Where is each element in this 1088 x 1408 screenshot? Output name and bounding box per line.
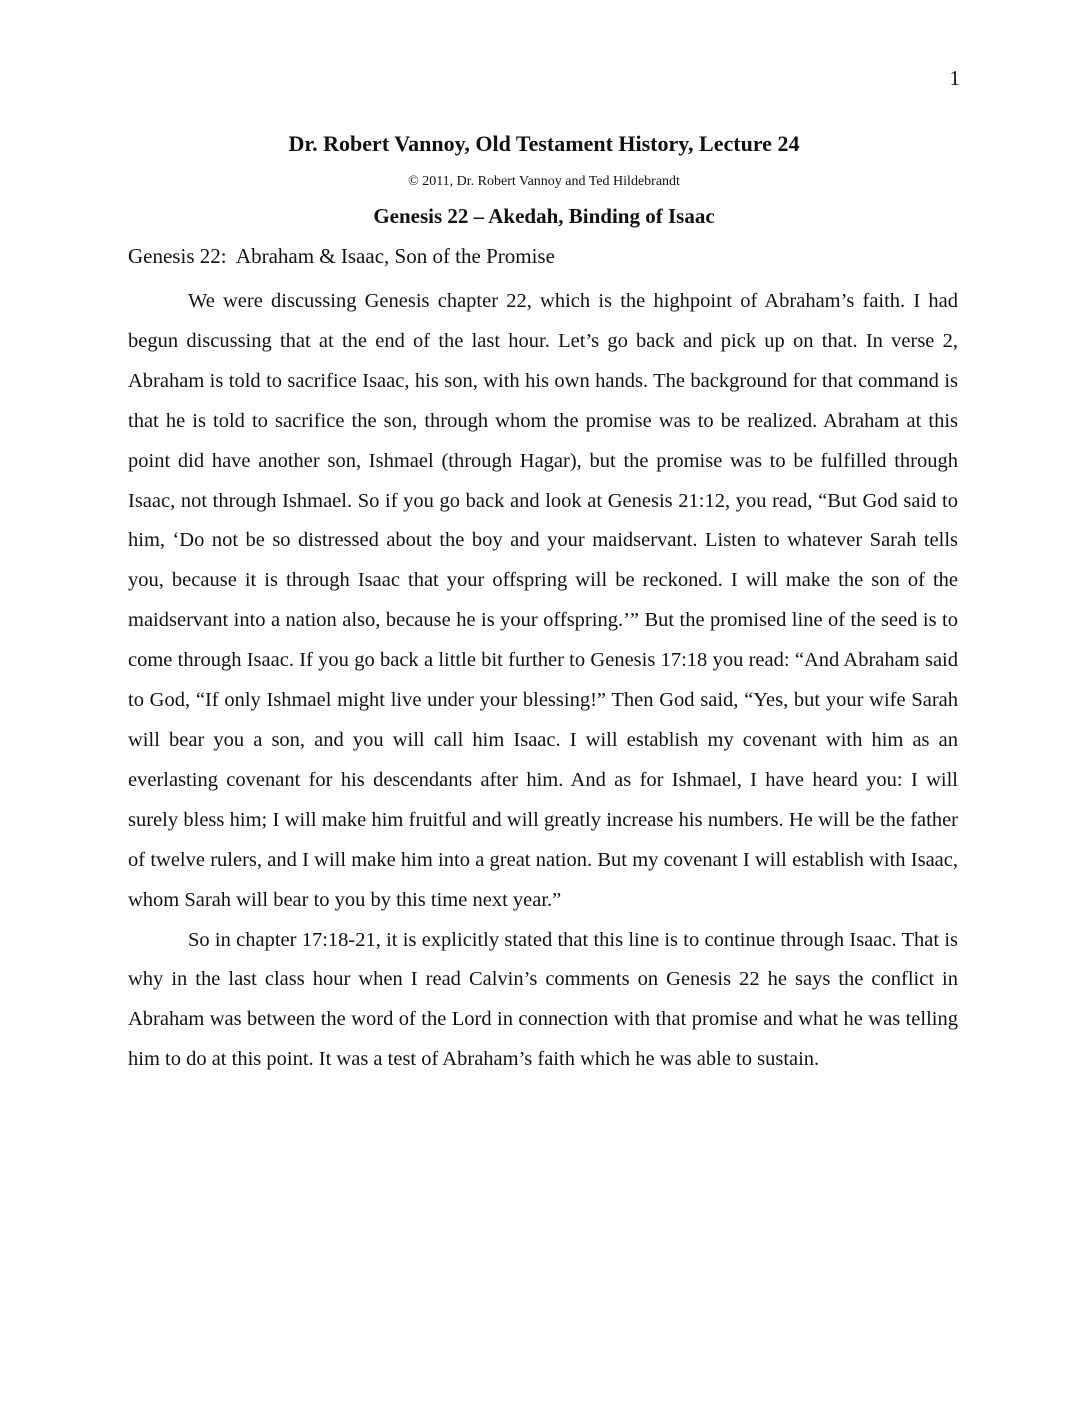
lecture-subtitle: Genesis 22 – Akedah, Binding of Isaac bbox=[373, 204, 715, 228]
page-number: 1 bbox=[949, 66, 960, 90]
lecture-title: Dr. Robert Vannoy, Old Testament History, Lecture 24 bbox=[288, 131, 800, 156]
paragraph-2: So in chapter 17:18-21, it is explicitly stated that this line is to continue through Isaac. That is why in the last class hour when I read Calvin’s comments on Genesis 22 he says the conflict in Abraham was between the word of the Lord in connection with that promise and what he was telling him to do at this point. It was a test of Abraham’s faith which he was able to sustain. bbox=[128, 928, 958, 1071]
copyright-line: © 2011, Dr. Robert Vannoy and Ted Hildebrandt bbox=[408, 174, 680, 189]
paragraph-1: We were discussing Genesis chapter 22, which is the highpoint of Abraham’s faith. I had begun discussing that at the end of the last hour. Let’s go back and pick up on that. In verse 2, Abraham is told to sacrifice Isaac, his son, with his own hands. The background for that command is that he is told to sacrifice the son, through whom the promise was to be realized. Abraham at this point did have another son, Ishmael (through Hagar), but the promise was to be fulfilled through Isaac, not through Ishmael. So if you go back and look at Genesis 21:12, you read, “But God said to him, ‘Do not be so distressed about the boy and your maidservant. Listen to whatever Sarah tells you, because it is through Isaac that your offspring will be reckoned. I will make the son of the maidservant into a nation also, because he is your offspring.’” But the promised line of the seed is to come through Isaac. If you go back a little bit further to Genesis 17:18 you read: “And Abraham said to God, “If only Ishmael might live under your blessing!” Then God said, “Yes, but your wife Sarah will bear you a son, and you will call him Isaac. I will establish my covenant with him as an everlasting covenant for his descendants after him. And as for Ishmael, I have heard you: I will surely bless him; I will make him fruitful and will greatly increase his numbers. He will be the father of twelve rulers, and I will make him into a great nation. But my covenant I will establish with Isaac, whom Sarah will bear to you by this time next year.” bbox=[128, 290, 958, 911]
section-heading: Genesis 22: Abraham & Isaac, Son of the Promise bbox=[128, 244, 555, 268]
body-text bbox=[128, 282, 958, 1080]
